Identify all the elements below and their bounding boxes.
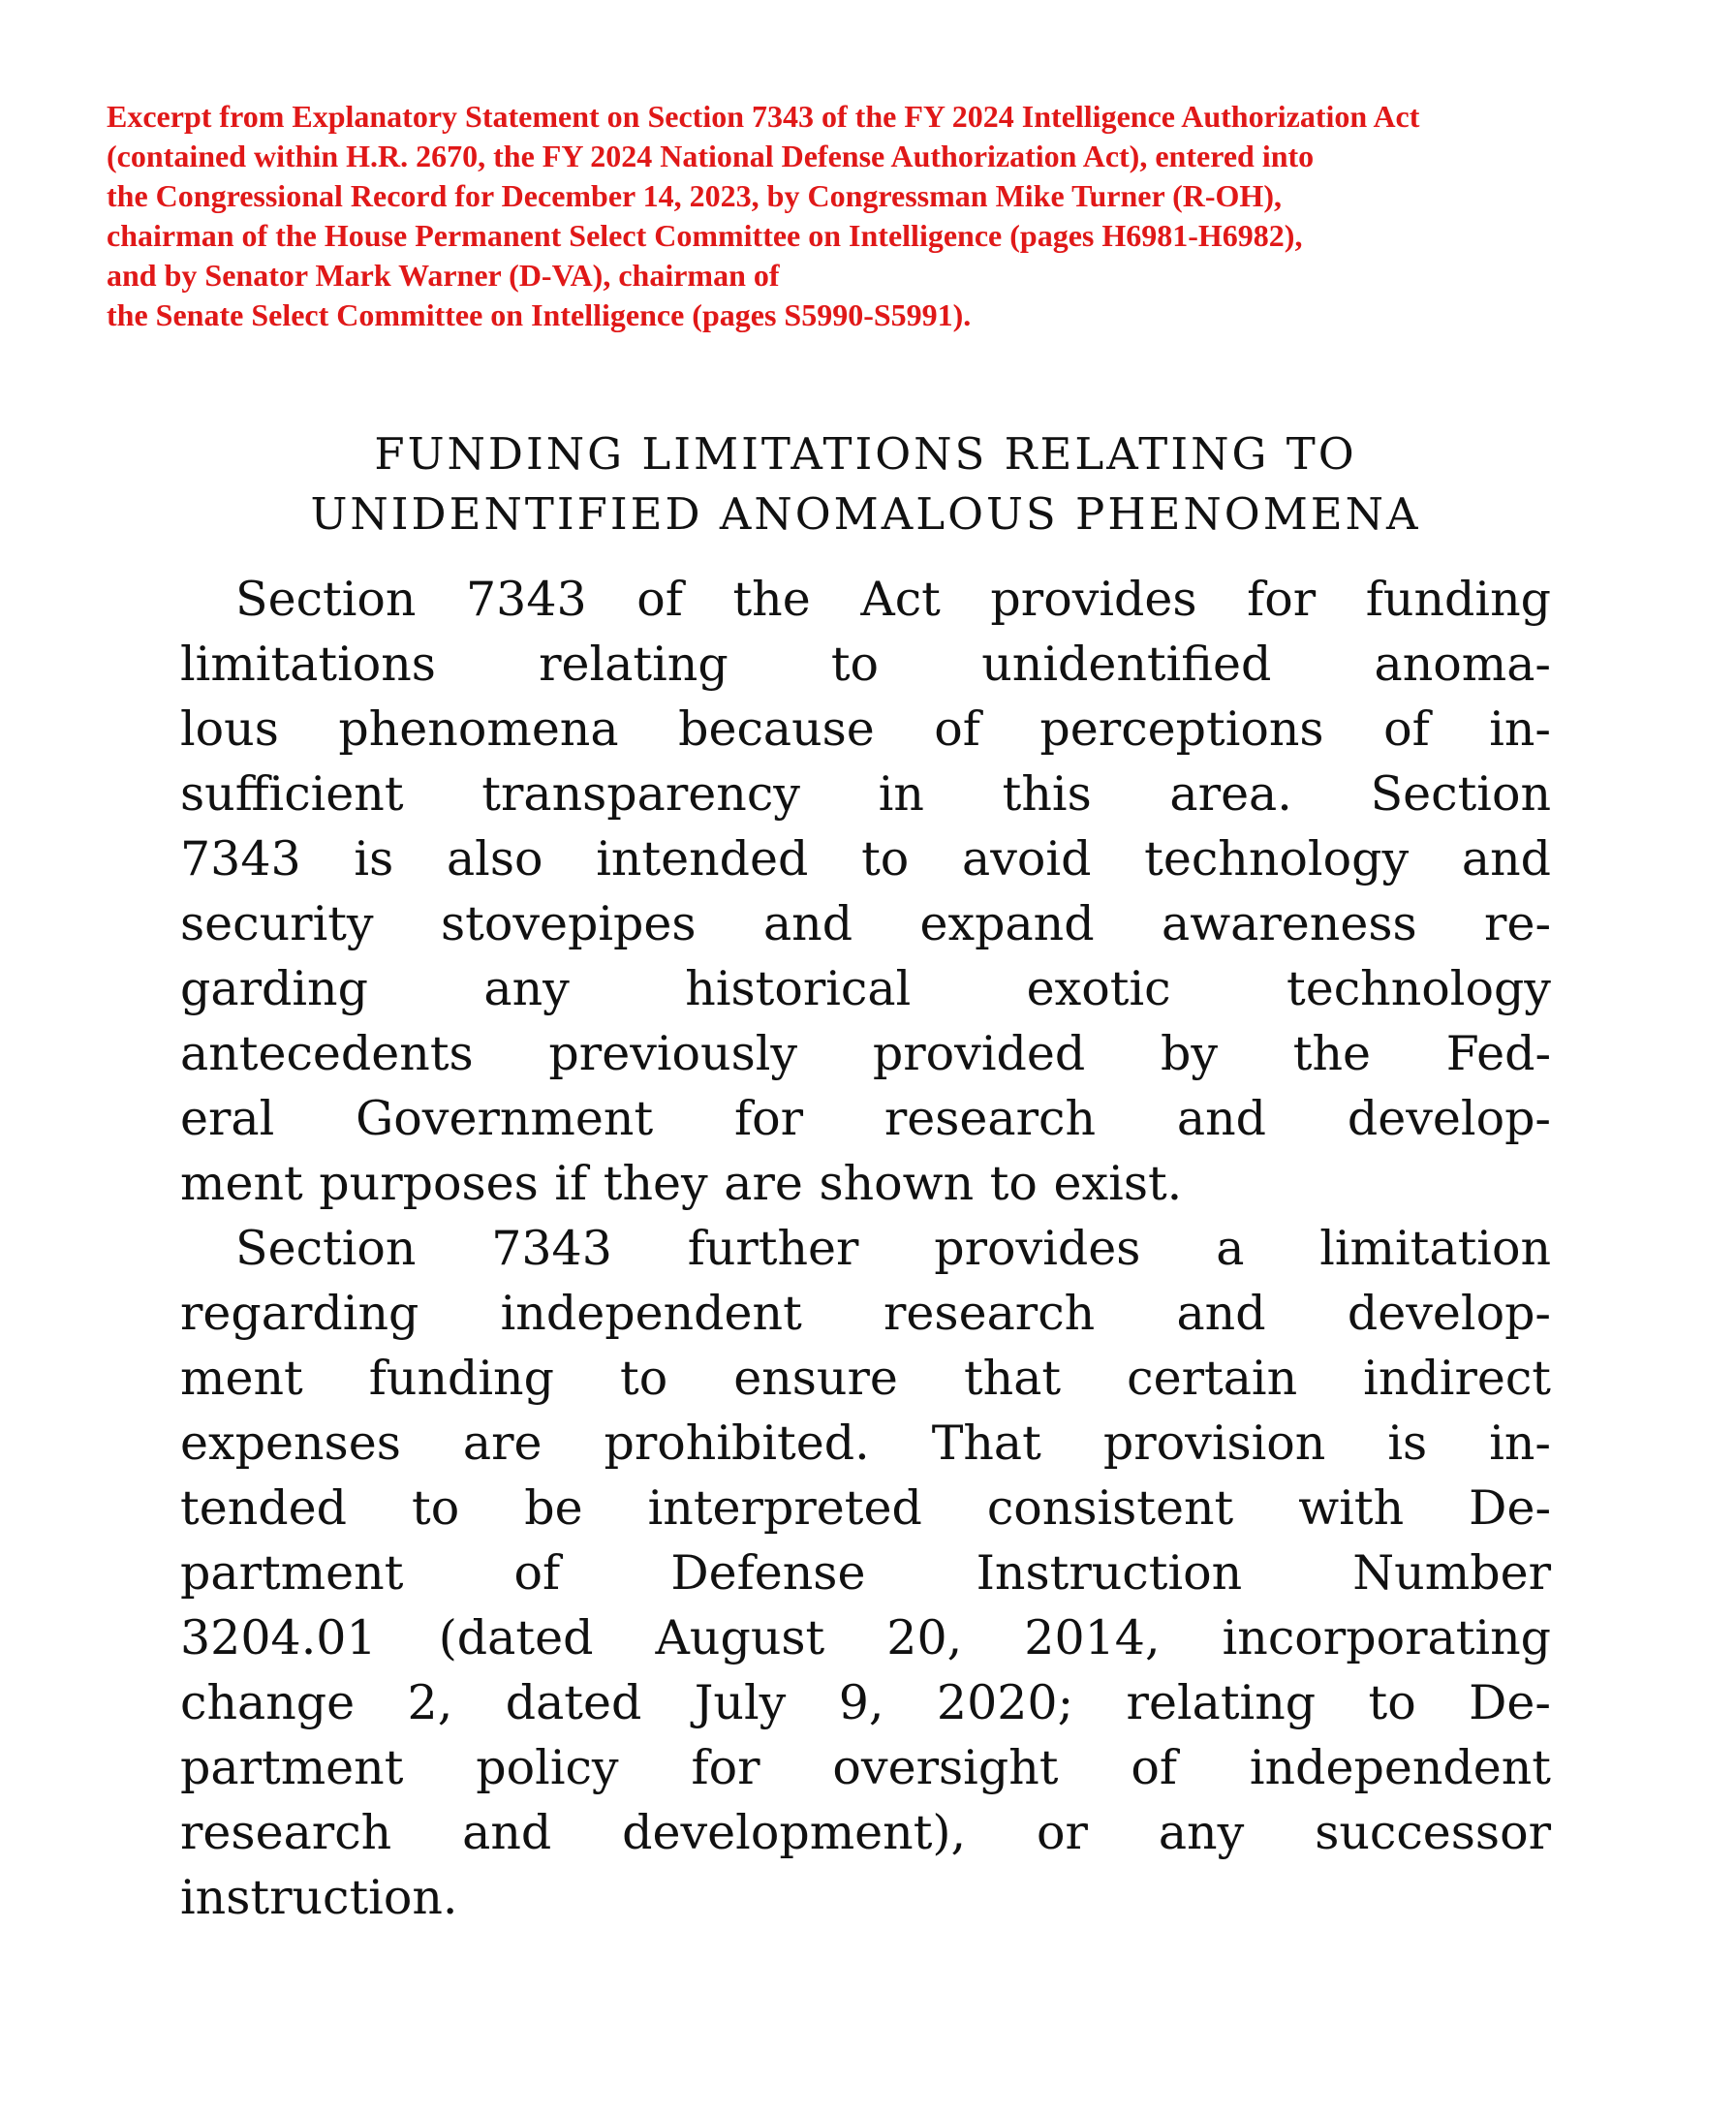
body-line: regarding independent research and develop- bbox=[180, 1286, 1551, 1341]
paragraph-2 bbox=[180, 1216, 1551, 1930]
section-heading bbox=[180, 424, 1551, 545]
body-line: sufficient transparency in this area. Section bbox=[180, 766, 1551, 822]
body-line: antecedents previously provided by the Fed- bbox=[180, 1026, 1551, 1081]
section-heading-line-1: FUNDING LIMITATIONS RELATING TO bbox=[374, 428, 1357, 480]
body-line: lous phenomena because of perceptions of in- bbox=[180, 701, 1551, 757]
body-line: change 2, dated July 9, 2020; relating to De- bbox=[180, 1675, 1551, 1730]
red-editorial-note bbox=[107, 97, 1676, 335]
red-note-line: and by Senator Mark Warner (D-VA), chairman of bbox=[107, 258, 780, 293]
body-line: partment of Defense Instruction Number bbox=[180, 1545, 1551, 1601]
body-line: ment funding to ensure that certain indirect bbox=[180, 1351, 1551, 1406]
body-line: 7343 is also intended to avoid technology and bbox=[180, 831, 1551, 887]
body-line: expenses are prohibited. That provision is in- bbox=[180, 1416, 1551, 1471]
body-line: Section 7343 of the Act provides for funding bbox=[235, 572, 1551, 627]
red-note-line: the Senate Select Committee on Intelligence (pages S5990-S5991). bbox=[107, 297, 972, 332]
body-line: instruction. bbox=[180, 1870, 458, 1925]
body-line: security stovepipes and expand awareness re- bbox=[180, 896, 1551, 951]
body-line: limitations relating to unidentified anoma- bbox=[180, 637, 1551, 692]
body-text bbox=[180, 567, 1551, 1930]
body-line: Section 7343 further provides a limitation bbox=[235, 1221, 1551, 1276]
body-line: 3204.01 (dated August 20, 2014, incorporating bbox=[180, 1610, 1551, 1665]
body-line: partment policy for oversight of independent bbox=[180, 1740, 1551, 1795]
body-line: eral Government for research and develop- bbox=[180, 1091, 1551, 1146]
red-note-line: the Congressional Record for December 14, 2023, by Congressman Mike Turner (R-OH), bbox=[107, 178, 1282, 213]
body-line: ment purposes if they are shown to exist. bbox=[180, 1156, 1183, 1211]
paragraph-1 bbox=[180, 567, 1551, 1216]
red-note-line: chairman of the House Permanent Select Committee on Intelligence (pages H6981-H6982), bbox=[107, 218, 1303, 253]
body-line: garding any historical exotic technology bbox=[180, 961, 1551, 1016]
red-note-line: Excerpt from Explanatory Statement on Section 7343 of the FY 2024 Intelligence Authorization Act bbox=[107, 99, 1420, 134]
section-heading-line-2: UNIDENTIFIED ANOMALOUS PHENOMENA bbox=[310, 488, 1421, 540]
body-line: research and development), or any successor bbox=[180, 1805, 1551, 1860]
red-note-line: (contained within H.R. 2670, the FY 2024 National Defense Authorization Act), entered into bbox=[107, 139, 1315, 173]
body-line: tended to be interpreted consistent with De- bbox=[180, 1480, 1551, 1536]
